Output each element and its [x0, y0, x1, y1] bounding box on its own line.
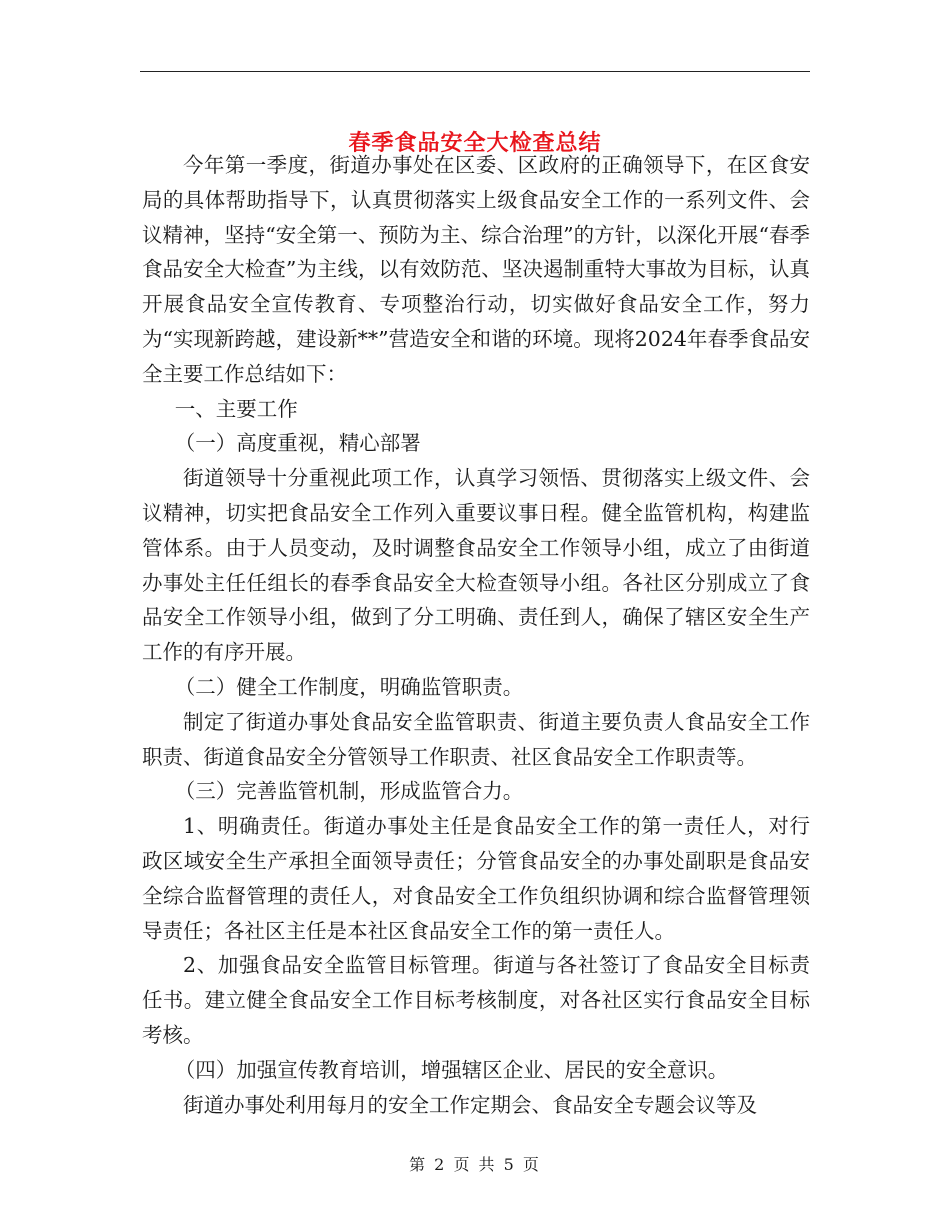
paragraph-3-item-1: 1、明确责任。街道办事处主任是食品安全工作的第一责任人，对行政区域安全生产承担全面领导责任；分管食品安全的办事处副职是食品安全综合监督管理的责任人，对食品安全工作负组织协调和综合监督管理领导责任；各社区主任是本社区食品安全工作的第一责任人。: [142, 814, 810, 943]
subsection-heading-2: （二）健全工作制度，明确监管职责。: [174, 674, 524, 699]
paragraph-intro: 今年第一季度，街道办事处在区委、区政府的正确领导下，在区食安局的具体帮助指导下，认真贯彻落实上级食品安全工作的一系列文件、会议精神，坚持“安全第一、预防为主、综合治理”的方针，以深化开展“春季食品安全大检查”为主线，以有效防范、坚决遏制重特大事故为目标，认真开展食品安全宣传教育、专项整治行动，切实做好食品安全工作，努力为“实现新跨越，建设新**”营造安全和谐的环境。现将2024年春季食品安全主要工作总结如下：: [142, 153, 810, 386]
page-number: 第 2 页 共 5 页: [409, 1155, 541, 1174]
subsection-heading-1: （一）高度重视，精心部署: [174, 431, 421, 456]
paragraph-3-item-2: 2、加强食品安全监管目标管理。街道与各社签订了食品安全目标责任书。建立健全食品安全工作目标考核制度，对各社区实行食品安全目标考核。: [142, 953, 810, 1047]
subsection-heading-3: （三）完善监管机制，形成监管合力。: [174, 779, 524, 804]
subsection-heading-4: （四）加强宣传教育培训，增强辖区企业、居民的安全意识。: [174, 1057, 729, 1082]
header-rule: [140, 71, 810, 72]
paragraph-4: 街道办事处利用每月的安全工作定期会、食品安全专题会议等及: [183, 1092, 757, 1117]
document-body: [142, 148, 810, 1122]
paragraph-2: 制定了街道办事处食品安全监管职责、街道主要负责人食品安全工作职责、街道食品安全分管领导工作职责、社区食品安全工作职责等。: [142, 709, 810, 769]
section-heading-main-work: 一、主要工作: [174, 396, 298, 421]
paragraph-1: 街道领导十分重视此项工作，认真学习领悟、贯彻落实上级文件、会议精神，切实把食品安全工作列入重要议事日程。健全监管机构，构建监管体系。由于人员变动，及时调整食品安全工作领导小组，成立了由街道办事处主任任组长的春季食品安全大检查领导小组。各社区分别成立了食品安全工作领导小组，做到了分工明确、责任到人，确保了辖区安全生产工作的有序开展。: [142, 466, 810, 665]
document-title: 春季食品安全大检查总结: [348, 129, 602, 156]
